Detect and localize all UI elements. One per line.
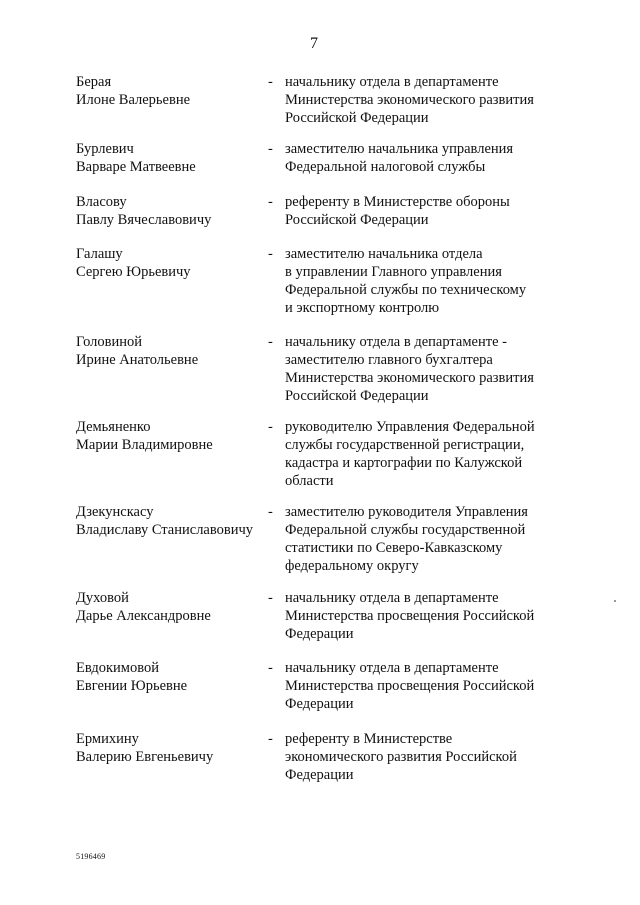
position-title [285,589,565,643]
position-line: Федеральной службы государственной [285,522,526,538]
position-line: федеральному округу [285,558,419,574]
given-names: Павлу Вячеславовичу [76,212,212,228]
person-name [76,659,266,695]
position-title [285,245,565,317]
given-names: Сергею Юрьевичу [76,264,191,280]
dash-separator: - [268,660,273,676]
position-line: заместителю главного бухгалтера [285,352,493,368]
surname: Власову [76,194,127,210]
position-line: Министерства просвещения Российской [285,608,535,624]
position-line: экономического развития Российской [285,749,517,765]
dash-separator: - [268,141,273,157]
position-line: Министерства экономического развития [285,370,534,386]
surname: Берая [76,74,112,90]
dash-separator: - [268,246,273,262]
position-line: статистики по Северо-Кавказскому [285,540,503,556]
position-line: начальнику отдела в департаменте [285,660,499,676]
position-line: Министерства просвещения Российской [285,678,535,694]
given-names: Валерию Евгеньевичу [76,749,214,765]
dash-separator: - [268,74,273,90]
dash-separator: - [268,334,273,350]
position-line: начальнику отдела в департаменте [285,590,499,606]
position-title [285,503,565,575]
position-line: Федерации [285,696,354,712]
position-line: Министерства экономического развития [285,92,534,108]
dash-separator: - [268,504,273,520]
position-line: начальнику отдела в департаменте [285,74,499,90]
person-name [76,245,266,281]
position-line: руководителю Управления Федеральной [285,419,535,435]
position-title [285,418,565,490]
position-line: заместителю начальника управления [285,141,514,157]
position-title [285,140,565,176]
position-line: начальнику отдела в департаменте - [285,334,507,350]
position-title [285,73,565,127]
position-line: Федерации [285,626,354,642]
position-title [285,659,565,713]
position-line: референту в Министерстве [285,731,453,747]
dash-separator: - [268,194,273,210]
scan-speck [614,600,616,602]
person-name [76,589,266,625]
given-names: Евгении Юрьевне [76,678,188,694]
dash-separator: - [268,419,273,435]
person-name [76,140,266,176]
given-names: Владиславу Станиславовичу [76,522,254,538]
page-number: 7 [310,35,318,52]
given-names: Илоне Валерьевне [76,92,191,108]
position-line: заместителю руководителя Управления [285,504,528,520]
position-line: службы государственной регистрации, [285,437,525,453]
position-line: Российской Федерации [285,388,429,404]
surname: Дзекунскасу [76,504,154,520]
person-name [76,418,266,454]
person-name [76,503,266,539]
position-line: и экспортному контролю [285,300,440,316]
position-line: Российской Федерации [285,110,429,126]
person-name [76,730,266,766]
position-line: в управлении Главного управления [285,264,502,280]
position-title [285,193,565,229]
dash-separator: - [268,731,273,747]
given-names: Марии Владимировне [76,437,213,453]
position-line: Российской Федерации [285,212,429,228]
surname: Демьяненко [76,419,151,435]
person-name [76,73,266,109]
surname: Головиной [76,334,143,350]
surname: Бурлевич [76,141,134,157]
position-title [285,333,565,405]
position-line: области [285,473,334,489]
given-names: Ирине Анатольевне [76,352,199,368]
surname: Галашу [76,246,123,262]
position-title [285,730,565,784]
person-name [76,193,266,229]
surname: Духовой [76,590,129,606]
position-line: заместителю начальника отдела [285,246,483,262]
given-names: Варваре Матвеевне [76,159,196,175]
position-line: референту в Министерстве обороны [285,194,510,210]
position-line: Федеральной службы по техническому [285,282,527,298]
position-line: кадастра и картографии по Калужской [285,455,523,471]
position-line: Федерации [285,767,354,783]
surname: Ермихину [76,731,139,747]
position-line: Федеральной налоговой службы [285,159,486,175]
document-code: 5196469 [76,852,106,861]
person-name [76,333,266,369]
surname: Евдокимовой [76,660,159,676]
dash-separator: - [268,590,273,606]
given-names: Дарье Александровне [76,608,211,624]
